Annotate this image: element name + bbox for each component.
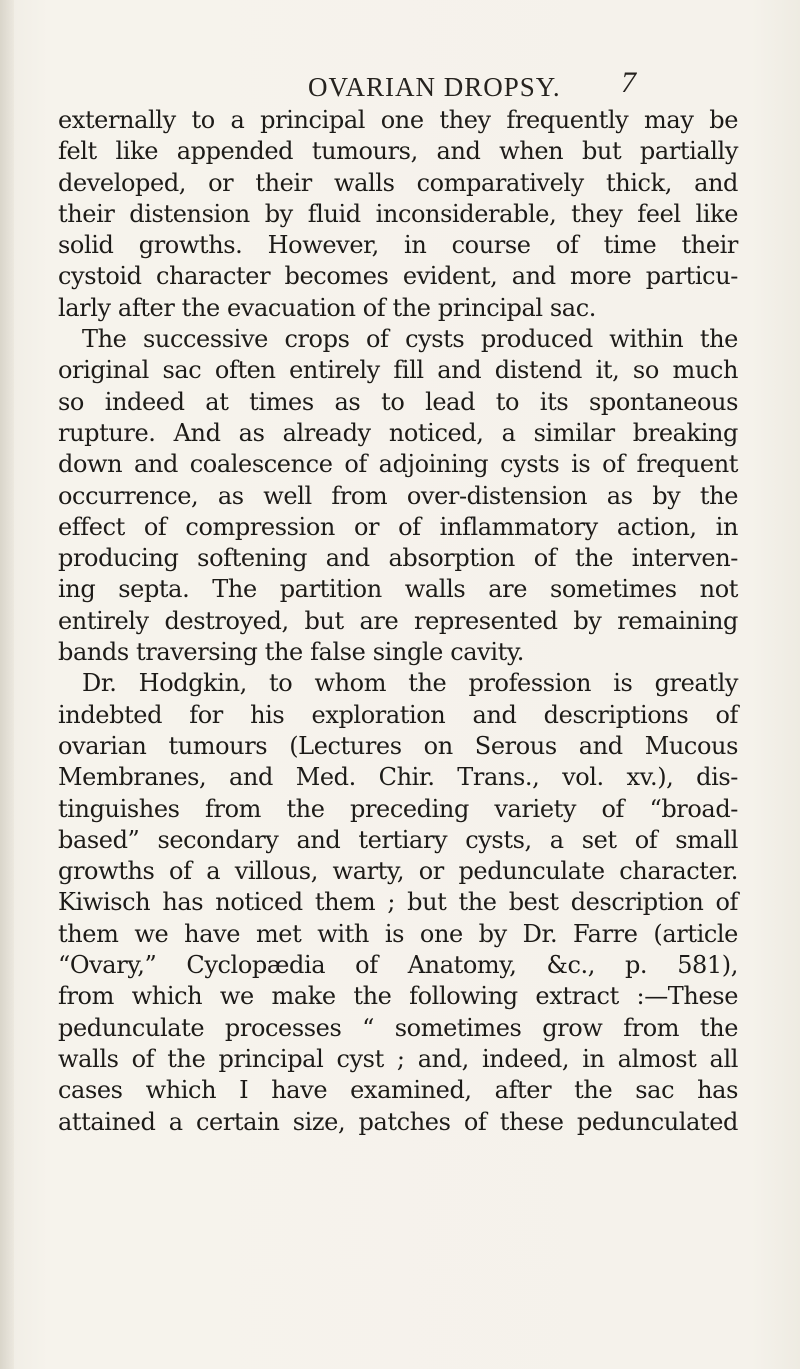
- text-line: down and coalescence of adjoining cysts is of frequent: [58, 450, 738, 479]
- text-line: Dr. Hodgkin, to whom the profession is greatly: [82, 669, 738, 698]
- text-line: externally to a principal one they frequently may be: [58, 106, 738, 134]
- running-head-title: OVARIAN DROPSY.: [308, 72, 561, 102]
- text-line: Kiwisch has noticed them ; but the best description of: [58, 888, 738, 917]
- text-line: ing septa. The partition walls are sometimes not: [58, 575, 738, 604]
- text-line: Membranes, and Med. Chir. Trans., vol. xv.), dis-: [58, 763, 738, 792]
- text-line: them we have met with is one by Dr. Farre (article: [58, 919, 738, 948]
- text-line: developed, or their walls comparatively thick, and: [58, 168, 738, 197]
- text-line: entirely destroyed, but are represented by remaining: [58, 606, 738, 635]
- page-binding-edge: [0, 0, 14, 1369]
- text-line: bands traversing the false single cavity.: [58, 638, 525, 667]
- text-line: original sac often entirely fill and distend it, so much: [58, 356, 738, 385]
- text-line: rupture. And as already noticed, a similar breaking: [58, 418, 738, 447]
- text-line: ovarian tumours (Lectures on Serous and Mucous: [58, 731, 738, 760]
- text-line: felt like appended tumours, and when but partially: [58, 137, 738, 166]
- text-line: occurrence, as well from over-distension as by the: [58, 481, 738, 510]
- text-line: so indeed at times as to lead to its spontaneous: [58, 387, 738, 416]
- text-line: attained a certain size, patches of these pedunculated: [58, 1107, 738, 1136]
- text-line: cystoid character becomes evident, and more particu-: [58, 262, 738, 291]
- text-line: tinguishes from the preceding variety of “broad-: [58, 794, 738, 823]
- text-line: their distension by fluid inconsiderable, they feel like: [58, 199, 738, 228]
- text-line: growths of a villous, warty, or pedunculate character.: [58, 857, 738, 886]
- text-line: walls of the principal cyst ; and, indeed, in almost all: [58, 1044, 738, 1073]
- text-line: larly after the evacuation of the principal sac.: [58, 293, 596, 322]
- text-line: effect of compression or of inflammatory action, in: [58, 512, 738, 541]
- running-head: [0, 62, 800, 102]
- text-line: pedunculate processes “ sometimes grow from the: [58, 1013, 738, 1042]
- text-line: from which we make the following extract :—These: [58, 982, 738, 1011]
- body-text: [58, 105, 738, 1138]
- text-line: “Ovary,” Cyclopædia of Anatomy, &c., p. 581),: [58, 951, 738, 980]
- text-line: solid growths. However, in course of time their: [58, 231, 738, 260]
- text-line: cases which I have examined, after the sac has: [58, 1076, 738, 1105]
- text-line: The successive crops of cysts produced within the: [82, 325, 738, 354]
- text-line: producing softening and absorption of the interven-: [58, 544, 738, 573]
- text-line: indebted for his exploration and descriptions of: [58, 700, 738, 729]
- page-number: 7: [621, 66, 636, 99]
- text-line: based” secondary and tertiary cysts, a set of small: [58, 825, 738, 854]
